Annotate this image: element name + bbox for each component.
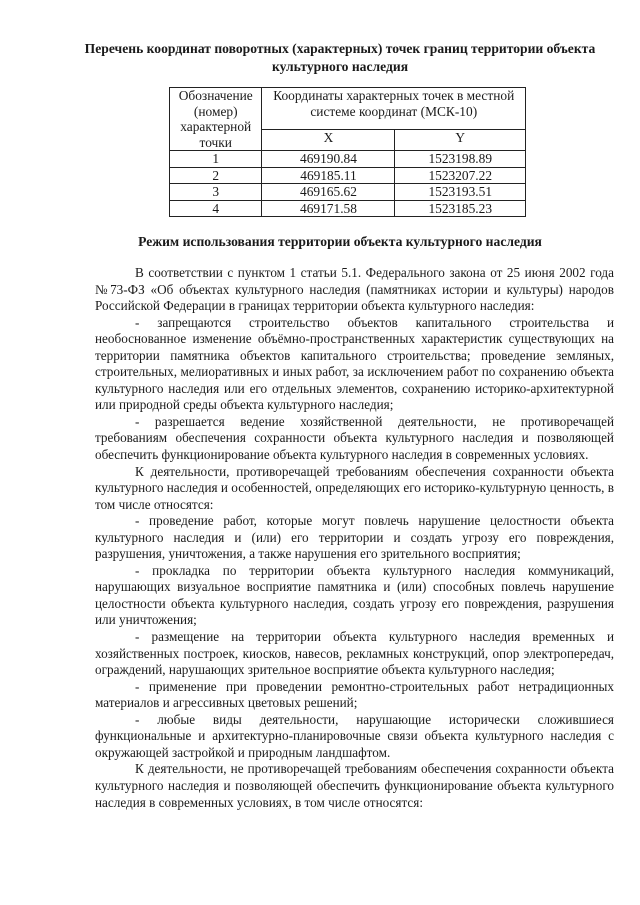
coord-x: 469190.84	[262, 151, 395, 168]
table-header-row	[170, 88, 526, 130]
coord-x: 469185.11	[262, 167, 395, 184]
section-heading: Режим использования территории объекта культурного наследия	[138, 234, 542, 249]
table-row	[170, 200, 526, 217]
point-number: 4	[170, 200, 262, 217]
table-row	[170, 167, 526, 184]
point-number: 2	[170, 167, 262, 184]
point-number: 3	[170, 184, 262, 201]
list-item: - любые виды деятельности, нарушающие исторически сложившиеся функциональные и архитектурно-планировочные связи объекта культурного наследия с окружающей застройкой и природным ландшафтом.	[95, 711, 614, 760]
list-item: - запрещаются строительство объектов капитального строительства и необоснованное изменение объёмно-пространственных характеристик существующих на территории памятника объектов капитального строительства; проведение земляных, строительных, мелиоративных и иных работ, за исключением работ по сохранению объекта культурного наследия или его отдельных элементов, сохранению историко-архитектурной или природной среды объекта культурного наследия;	[95, 314, 614, 413]
table-row	[170, 151, 526, 168]
header-y: Y	[395, 129, 526, 150]
list-item: - прокладка по территории объекта культурного наследия коммуникаций, нарушающих визуальное восприятие памятника и (или) способных повлечь нарушение целостности объекта культурного наследия, создать угрозу его повреждения, разрушения или уничтожения;	[95, 562, 614, 628]
list-item: - проведение работ, которые могут повлечь нарушение целостности объекта культурного наследия и (или) его территории и создать угрозу его повреждения, разрушения, уничтожения, а также нарушения его зрительного восприятия;	[95, 513, 614, 562]
paragraph: К деятельности, не противоречащей требованиям обеспечения сохранности объекта культурного наследия и позволяющей обеспечить функционирование объекта культурного наследия в современных условиях, в том числе относятся:	[95, 761, 614, 810]
point-number: 1	[170, 151, 262, 168]
table-row	[170, 184, 526, 201]
coord-y: 1523207.22	[395, 167, 526, 184]
list-item: - применение при проведении ремонтно-строительных работ нетрадиционных материалов и агрессивных цветовых решений;	[95, 678, 614, 711]
coord-x: 469171.58	[262, 200, 395, 217]
header-x: X	[262, 129, 395, 150]
header-point-number: Обозначение (номер) характерной точки	[170, 88, 262, 151]
coord-x: 469165.62	[262, 184, 395, 201]
coord-y: 1523198.89	[395, 151, 526, 168]
list-item: - разрешается ведение хозяйственной деятельности, не противоречащей требованиям обеспечения сохранности объекта культурного наследия и позволяющей обеспечить функционирование объекта культурного наследия в современных условиях.	[95, 413, 614, 463]
coord-y: 1523193.51	[395, 184, 526, 201]
page-title: Перечень координат поворотных (характерных) точек границ территории объекта культурного наследия	[84, 41, 596, 74]
header-coordinates: Координаты характерных точек в местной системе координат (МСК-10)	[262, 88, 526, 130]
body-text	[95, 265, 614, 811]
paragraph: В соответствии с пунктом 1 статьи 5.1. Федерального закона от 25 июня 2002 года №73-ФЗ «Об объектах культурного наследия (памятниках истории и культуры) народов Российской Федерации в границах территории объекта культурного наследия:	[95, 265, 614, 314]
coordinates-table	[169, 87, 526, 217]
coord-y: 1523185.23	[395, 200, 526, 217]
list-item: - размещение на территории объекта культурного наследия временных и хозяйственных построек, киосков, навесов, рекламных конструкций, опор электропередач, ограждений, нарушающих зрительное восприятие объекта культурного наследия;	[95, 629, 614, 678]
paragraph: К деятельности, противоречащей требованиям обеспечения сохранности объекта культурного наследия и особенностей, определяющих его историко-культурную ценность, в том числе относятся:	[95, 463, 614, 512]
